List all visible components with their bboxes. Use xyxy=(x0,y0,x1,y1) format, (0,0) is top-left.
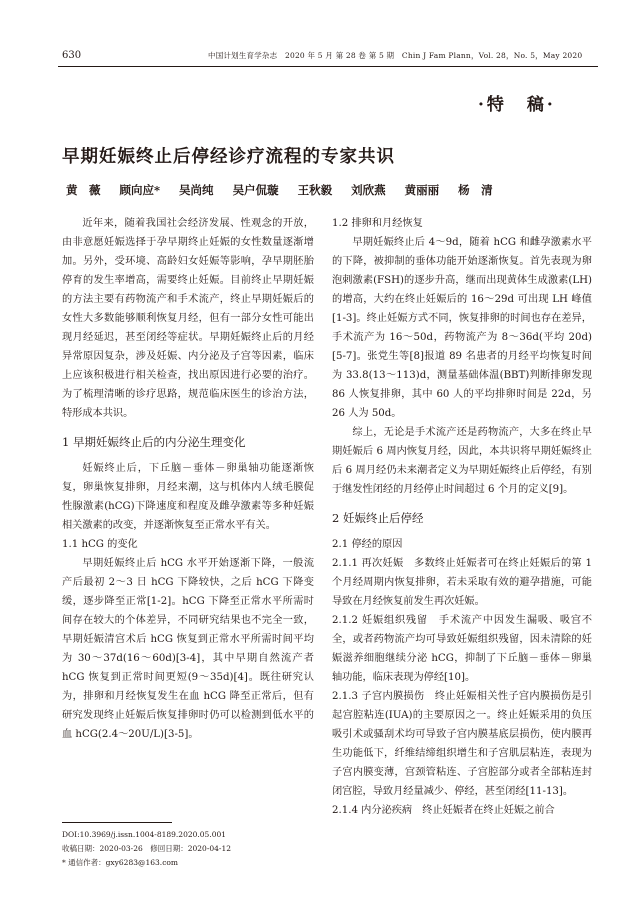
corresponding-author-line[interactable]: * 通信作者：gxy6283@163.com xyxy=(62,858,179,867)
right-column xyxy=(332,214,592,820)
item-2-1-1 xyxy=(332,554,592,611)
section-1-2-paragraph-1: 早期妊娠终止后 4～9d，随着 hCG 和雌孕激素水平的下降，被抑制的垂体功能开始逐渐恢复。首先表现为卵泡刺激素(FSH)的逐步升高，继而出现黄体生成激素(LH)的增高，大约在终止妊娠后的 16～29d 可出现 LH 峰值[1-3]。终止妊娠方式不同，恢复排卵的时间也存在差异，手术流产为 16～50d，药物流产为 8～36d(平均 20d)[5-7]。张党生等[8]报道 89 名患者的月经平均恢复时间为 33.8(13～113)d，测量基础体温(BBT)判断排卵发现 86 人恢复排卵，其中 60 人的平均排卵时间是 22d，另 26 人为 50d。 xyxy=(332,237,592,419)
author: 刘欣燕 xyxy=(351,183,386,197)
item-2-1-4-label: 2.1.4 内分泌疾病 xyxy=(332,805,413,816)
author: 黄丽丽 xyxy=(404,183,440,197)
item-2-1-2-text: 手术流产中因发生漏吸、吸宫不全，或者药物流产均可导致妊娠组织残留，因未清除的妊娠滋养细胞继续分泌 hCG，抑制了下丘脑－垂体－卵巢轴功能，临床表现为停经[10]。 xyxy=(332,615,593,683)
running-head: 中国计划生育学杂志 2020 年 5 月 第 28 卷 第 5 期 Chin J Fam Plann，Vol. 28，No. 5，May 2020 xyxy=(208,51,583,60)
author: 顾向应* xyxy=(119,183,161,197)
section-2-1-heading: 2.1 停经的原因 xyxy=(332,539,403,550)
doi-line[interactable]: DOI:10.3969/j.issn.1004-8189.2020.05.001 xyxy=(62,830,227,839)
intro-paragraph: 近年来，随着我国社会经济发展、性观念的开放，由非意愿妊娠选择于孕早期终止妊娠的女性数量逐渐增加。另外，受环境、高龄妇女妊娠等影响，孕早期胚胎停育的发生率增高，需要终止妊娠。目前终止早期妊娠的方法主要有药物流产和手术流产，终止早期妊娠后的女性大多数能够顺利恢复月经，但有一部分女性可能出现月经延迟，甚至闭经等症状。早期妊娠终止后的月经异常原因复杂，涉及妊娠、内分泌及子宫等因素，临床上应该积极进行相关检查，找出原因进行必要的治疗。为了梳理清晰的诊疗思路，规范临床医生的诊治方法，特形成本共识。 xyxy=(62,218,314,419)
section-2-heading: 2 妊娠终止后停经 xyxy=(332,511,424,525)
author: 吴户侃璇 xyxy=(232,183,279,197)
article-title: 早期妊娠终止后停经诊疗流程的专家共识 xyxy=(62,147,395,167)
item-2-1-4-text: 终止妊娠者在终止妊娠之前合 xyxy=(422,805,555,816)
item-2-1-3-label: 2.1.3 子宫内膜损伤 xyxy=(332,691,425,702)
section-1-heading: 1 早期妊娠终止后的内分泌生理变化 xyxy=(62,435,246,449)
left-column xyxy=(62,214,314,744)
item-2-1-4 xyxy=(332,801,592,820)
author-list xyxy=(66,182,508,198)
header-rule xyxy=(58,66,598,67)
section-1-2-heading: 1.2 排卵和月经恢复 xyxy=(332,218,423,229)
author: 杨 清 xyxy=(458,183,493,197)
item-2-1-2 xyxy=(332,611,592,687)
item-2-1-3-text: 终止妊娠相关性子宫内膜损伤是引起宫腔粘连(IUA)的主要原因之一。终止妊娠采用的负压吸引术或骚刮术均可导致子宫内膜基底层损伤，使内膜再生功能低下，纤维结缔组织增生和子宫肌层粘连，表现为子宫内膜变薄，宫颈管粘连、子宫腔部分或者全部粘连封闭宫腔，导致月经量减少、停经，甚至闭经[11-13]。 xyxy=(332,691,592,797)
author: 王秋毅 xyxy=(297,183,333,197)
footnote-rule xyxy=(62,822,172,823)
footnotes xyxy=(62,828,322,870)
author: 黄 薇 xyxy=(66,183,101,197)
author: 吴尚纯 xyxy=(179,183,214,197)
section-1-2-paragraph-2: 综上，无论是手术流产还是药物流产，大多在终止早期妊娠后 6 周内恢复月经，因此，本共识将早期妊娠终止后 6 周月经仍未来潮者定义为早期妊娠终止后停经，有别于继发性闭经的月经停止时间超过 6 个月的定义[9]。 xyxy=(332,427,592,495)
section-1-paragraph: 妊娠终止后，下丘脑－垂体－卵巢轴功能逐渐恢复，卵巢恢复排卵，月经来潮，这与机体内人绒毛膜促性腺激素(hCG)下降速度和程度及雌孕激素等多种妊娠相关激素的改变，并逐渐恢复至正常水平有关。 xyxy=(62,463,314,531)
item-2-1-2-label: 2.1.2 妊娠组织残留 xyxy=(332,615,428,626)
page-number: 630 xyxy=(62,50,82,61)
item-2-1-3 xyxy=(332,687,592,801)
item-2-1-1-text: 多数终止妊娠者可在终止妊娠后的第 1 个月经周期内恢复排卵，若未采取有效的避孕措施，可能导致在月经恢复前发生再次妊娠。 xyxy=(332,558,592,607)
section-1-1-heading: 1.1 hCG 的变化 xyxy=(62,539,138,550)
item-2-1-1-label: 2.1.1 再次妊娠 xyxy=(332,558,404,569)
section-tag: ·特 稿· xyxy=(478,95,556,115)
dates-line: 收稿日期：2020-03-26 修回日期：2020-04-12 xyxy=(62,844,231,853)
section-1-1-paragraph: 早期妊娠终止后 hCG 水平开始逐渐下降，一般流产后最初 2～3 日 hCG 下降较快，之后 hCG 下降变缓，逐步降至正常[1-2]。hCG 下降至正常水平所需时间存在较大的个体差异，不同研究结果也不完全一致，早期妊娠清宫术后 hCG 恢复到正常水平所需时间平均为 30～37d(16～60d)[3-4]，其中早期自然流产者 hCG 恢复到正常时间更短(9～35d)[4]。既往研究认为，排卵和月经恢复发生在血 hCG 降至正常后，但有研究发现终止妊娠后恢复排卵时仍可以检测到低水平的血 hCG(2.4～20U/L)[3-5]。 xyxy=(62,558,314,740)
